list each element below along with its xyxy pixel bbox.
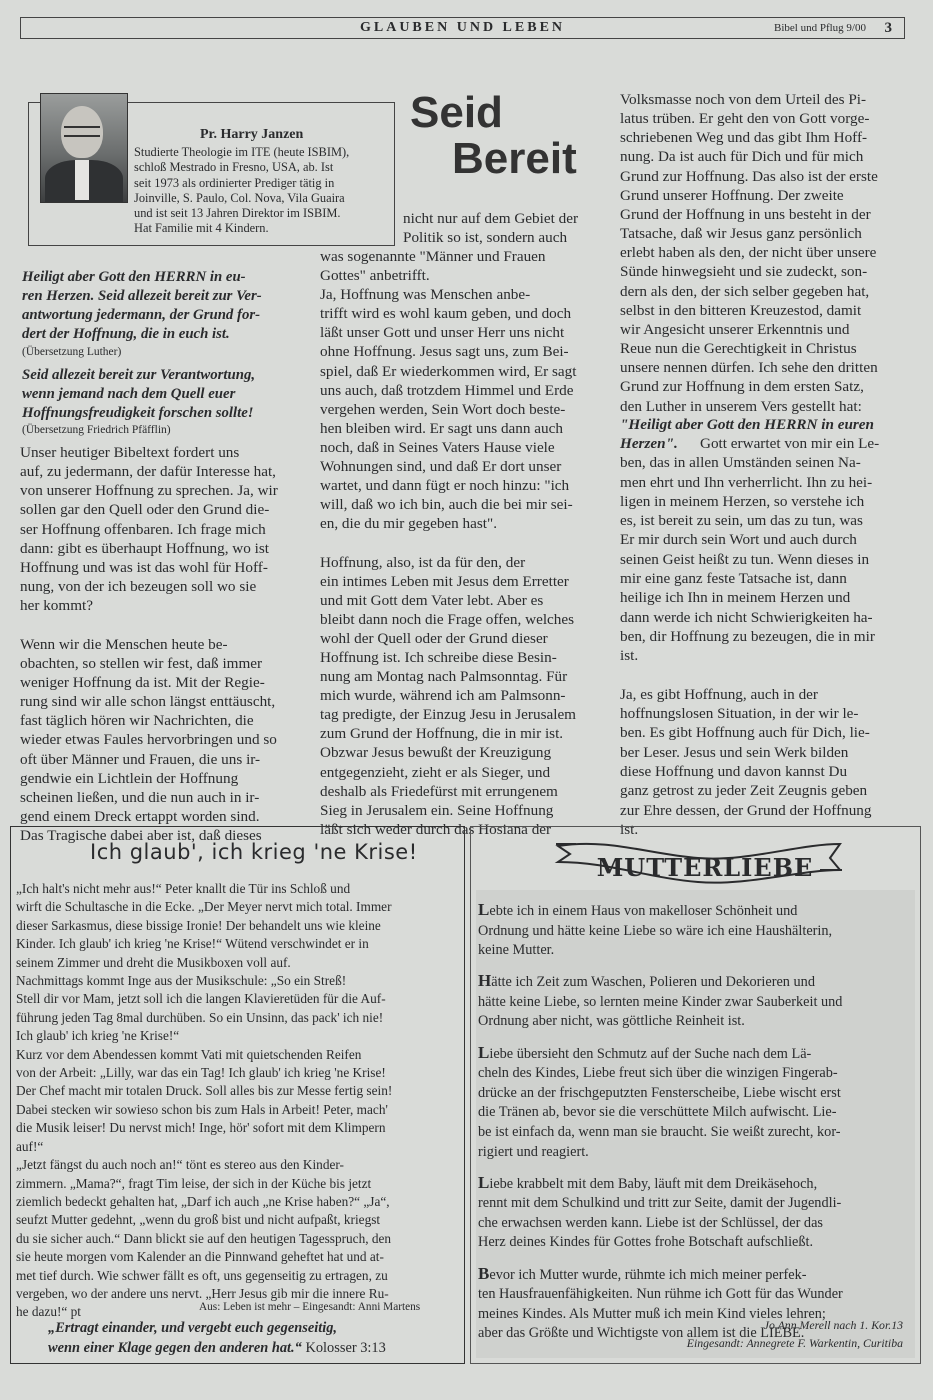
- page-number: 3: [884, 19, 892, 36]
- paragraph-text: iebe krabbelt mit dem Baby, läuft mit dem Dreikäsehoch, rennt mit dem Schulkind und tritt zur Seite, damit der Jugendli- che erwachsen werden kann. Liebe ist der Schlüssel, der das Herz deines Kindes für Gottes frohe Botschaft aufschließt.: [478, 1175, 842, 1251]
- mutterliebe-paragraph: [478, 1173, 906, 1253]
- article-title-line2: Bereit: [452, 134, 577, 183]
- paragraph-text: ebte ich in einem Haus von makelloser Schönheit und Ordnung und hätte keine Liebe so wäre ich eine Haushälterin, keine Mutter.: [478, 903, 833, 959]
- article-column-3-quote: "Heiligt aber Gott den HERRN in euren Herzen".: [620, 416, 874, 453]
- krise-quote: [48, 1318, 468, 1358]
- krise-quote-ref: Kolosser 3:13: [305, 1340, 386, 1356]
- running-head: GLAUBEN UND LEBEN: [359, 20, 566, 35]
- article-column-2-top: nicht nur auf dem Gebiet der Politik so ist, sondern auch: [403, 210, 579, 247]
- mutterliebe-paragraph: [478, 1043, 906, 1163]
- drop-initial: H: [478, 971, 492, 991]
- article-title-line1: Seid: [410, 88, 503, 137]
- article-column-2: was sogenannte "Männer und Frauen Gottes" anbetrifft. Ja, Hoffnung was Menschen anbe- trifft wird es wohl kaum geben, und doch läßt unser Gott und unser Herr uns nicht ohne Hoffnung. Jesus sagt uns, zum Bei- spiel, daß Er wiederkommen wird, Er sagt uns auch, daß trotzdem Himmel und Erde vergehen werden, Sein Wort doch beste- hen bleiben wird. Er sagt uns dann auch noch, daß in Seines Vaters Hause viele Wohnungen sind, und daß Er dort unser wartet, und dann fügt er noch hinzu: "ich will, daß wo ich bin, auch die bei mir sei- en, die du mir gegeben hast". Hoffnung, also, ist da für den, der ein intimes Leben mit Jesus dem Erretter und mit Gott dem Vater lebt. Aber es bleibt dann noch die Frage offen, welches wohl der Quell oder der Grund dieser Hoffnung ist. Ich schreibe diese Besin- nung am Montag nach Palmsonntag. Für mich wurde, während ich am Palmsonn- tag predigte, der Einzug Jesu in Jerusalem zum Grund der Hoffnung, die in mir ist. Obzwar Jesus bewußt der Kreuzigung entgegenzieht, zieht er als Sieger, und deshalb als Friedefürst mit errungenem Sieg in Jerusalem ein. Seine Hoffnung läßt sich weder durch das Hosiana der: [320, 248, 577, 838]
- article-column-3-rest-text: Gott erwartet von mir ein Le- ben, das in allen Umständen seinen Na- men ehrt und Ihn verherrlicht. Ihn zu hei- ligen in meinem Herzen, so verstehe ich es, ist bereit zu sein, um das zu tun, was Er mir durch sein Wort und auch durch seinen Geist heißt zu tun. Wenn dieses in mir eine ganz feste Tatsache ist, dann heilige ich Ihn in meinem Herzen und dann werde ich nicht Schwierigkeiten ha- ben, dir Hoffnung zu bezeugen, die in mir ist. Ja, es gibt Hoffnung, auch in der hoffnungslosen Situation, in der wir le- ben. Es gibt Hoffnung auch für Dich, lie- ber Leser. Jesus und sein Werk bilden diese Hoffnung und davon kannst Du ganz getrost zu jeder Zeit Zeugnis geben zur Ehre dessen, der Grund der Hoffnung ist.: [620, 435, 880, 838]
- krise-title: Ich glaub', ich krieg 'ne Krise!: [90, 840, 418, 864]
- paragraph-text: iebe übersieht den Schmutz auf der Suche nach dem Lä- cheln des Kindes, Liebe freut sich über die winzigen Fingerab- drücke an der frischgeputzten Fensterscheibe, Liebe wischt erst die Tränen ab, bevor sie die verschüttete Milch aufwischt. Lie- be ist einfach da, wenn man sie braucht. Sie weißt zurecht, kor- rigiert und reagiert.: [478, 1045, 841, 1160]
- drop-initial: L: [478, 1042, 490, 1062]
- citation-luther: (Übersetzung Luther): [22, 346, 122, 358]
- article-column-3-rest: [620, 434, 904, 839]
- paragraph-text: evor ich Mutter wurde, rühmte ich mich meiner perfek- ten Hausfrauenfähigkeiten. Nun rühme ich Gott für das Wunder meines Kindes. Als Mutter muß ich mein Kind vieles lehren; aber das Größte und Wichtigste von allem ist die LIEBE.: [478, 1266, 843, 1342]
- krise-source: Aus: Leben ist mehr – Eingesandt: Anni Martens: [199, 1301, 421, 1313]
- bible-verse-pfaefflin: Seid allezeit bereit zur Verantwortung, wenn jemand nach dem Quell euer Hoffnungsfreudigkeit forschen sollte!: [22, 367, 256, 421]
- krise-body: „Ich halt's nicht mehr aus!“ Peter knallt die Tür ins Schloß und wirft die Schultasche in die Ecke. „Der Meyer nervt mich total. Immer dieser Sarkasmus, diese bissige Ironie! Der behandelt uns wie kleine Kinder. Ich glaub' ich krieg 'ne Krise!“ Wütend verschwindet er in seinem Zimmer und dreht die Musikboxen voll auf. Nachmittags kommt Inge aus der Musikschule: „So ein Streß! Stell dir vor Mam, jetzt soll ich die langen Klavieretüden für die Auf- führung jeden Tag 8mal durchüben. So ein Unsinn, das pack' ich nie! Ich glaub' ich krieg 'ne Krise!“ Kurz vor dem Abendessen kommt Vati mit quietschenden Reifen von der Arbeit: „Lilly, war das ein Tag! Ich glaub' ich krieg 'ne Krise! Der Chef macht mir totalen Druck. Soll alles bis zur Messe fertig sein! Dabei stecken wir sowieso schon bis zum Hals in Arbeit! Peter, mach' die Musik leiser! Du nervst mich! Inge, hör' sofort mit dem Klimpern auf!“ „Jetzt fängst du auch noch an!“ tönt es stereo aus den Kinder- zimmern. „Mama?“, fragt Tim leise, der sich in der Küche bis jetzt ziemlich bedeckt gehalten hat, „Darf ich auch „ne Krise haben?“ „Ja“, seufzt Mutter gedehnt, „wenn du groß bist und nicht aufpaßt, kriegst du sie sicher auch.“ Dann blickt sie auf den heutigen Tagesspruch, den sie heute morgen vom Kalender an die Pinnwand geheftet hat und at- met tief durch. Wie schwer fällt es oft, uns gegenseitig zu ertragen, zu vergeben, wo der andere uns nervt. „Herr Jesus gib mir die innere Ru- he dazu!“ pt: [16, 881, 393, 1320]
- drop-initial: B: [478, 1263, 490, 1283]
- mutterliebe-sender: Eingesandt: Annegrete F. Warkentin, Curitiba: [686, 1336, 903, 1350]
- article-column-1: Unser heutiger Bibeltext fordert uns auf, zu jedermann, der dafür Interesse hat, von unserer Hoffnung zu sprechen. Ja, wir sollen gar den Quell oder den Grund die- ser Hoffnung offenbaren. Ich frage mich dann: gibt es überhaupt Hoffnung, wo ist Hoffnung und was ist das wohl für Hoff- nung, von der ich bezeugen soll wo sie her kommt? Wenn wir die Menschen heute be- obachten, so stellen wir fest, daß immer weniger Hoffnung da ist. Mit der Regie- rung sind wir alle schon längst enttäuscht, fast täglich hören wir Nachrichten, die wieder etwas Faules hervorbringen und so oft über Männer und Frauen, die uns ir- gendwie ein Lichtlein der Hoffnung scheinen ließen, und die nun auch in ir- gend einem Dreck ertappt worden sind. Das Tragische dabei aber ist, daß dieses: [20, 444, 278, 845]
- article-column-3: Volksmasse noch von dem Urteil des Pi- latus trüben. Er geht den von Gott vorge- schriebenen Weg und das gibt Ihm Hoff- nung. Da ist auch für Dich und für mich Grund zur Hoffnung. Das also ist der erste Grund unserer Hoffnung. Der zweite Grund der Hoffnung in uns besteht in der Tatsache, daß wir Jesus ganz persönlich erlebt haben als den, der nicht über unsere Sünde hinwegsieht und sie zudeckt, son- dern als den, der sich selber gegeben hat, selbst in den bitteren Kreuzestod, damit wir Angesicht unserer Erkenntnis und Reue nun die Gerechtigkeit in Christus unsere nennen dürfen. Ich sehe den dritten Grund zur Hoffnung in dem ersten Satz, den Luther in unserem Vers gestellt hat:: [620, 91, 878, 415]
- drop-initial: L: [478, 900, 490, 919]
- mutterliebe-paragraph: [478, 900, 906, 961]
- paragraph-text: ätte ich Zeit zum Waschen, Polieren und Dekorieren und hätte keine Liebe, so lernten meine Kinder zwar Sauberkeit und Ordnung aber nicht, was göttliche Reinheit ist.: [478, 974, 843, 1030]
- page-header: [20, 17, 905, 39]
- author-bio-text: Studierte Theologie im ITE (heute ISBIM), schloß Mestrado in Fresno, USA, ab. Ist seit 1973 als ordinierter Prediger tätig in Joinville, S. Paulo, Col. Nova, Vila Guaira und ist seit 13 Jahren Direktor im ISBIM. Hat Familie mit 4 Kindern.: [134, 145, 350, 236]
- bible-verse-luther: Heiligt aber Gott den HERRN in eu- ren Herzen. Seid allezeit bereit zur Ver- antwortung jedermann, der Grund for- dert der Hoffnung, die in euch ist.: [22, 269, 262, 342]
- mutterliebe-author: Jo Ann Merell nach 1. Kor.13: [763, 1318, 903, 1332]
- issue-label: Bibel und Pflug 9/00: [774, 22, 866, 34]
- drop-initial: L: [478, 1172, 490, 1192]
- portrait-photo-icon: [40, 93, 128, 203]
- mutterliebe-body: [478, 900, 906, 1354]
- mutterliebe-paragraph: [478, 971, 906, 1032]
- krise-quote-text: „Ertragt einander, und vergebt euch gegenseitig, wenn einer Klage gegen den anderen hat.“: [48, 1320, 338, 1356]
- mutterliebe-title: MUTTERLIEBE: [596, 853, 814, 882]
- author-name: Pr. Harry Janzen: [200, 127, 304, 142]
- citation-pfaefflin: (Übersetzung Friedrich Pfäfflin): [22, 424, 171, 436]
